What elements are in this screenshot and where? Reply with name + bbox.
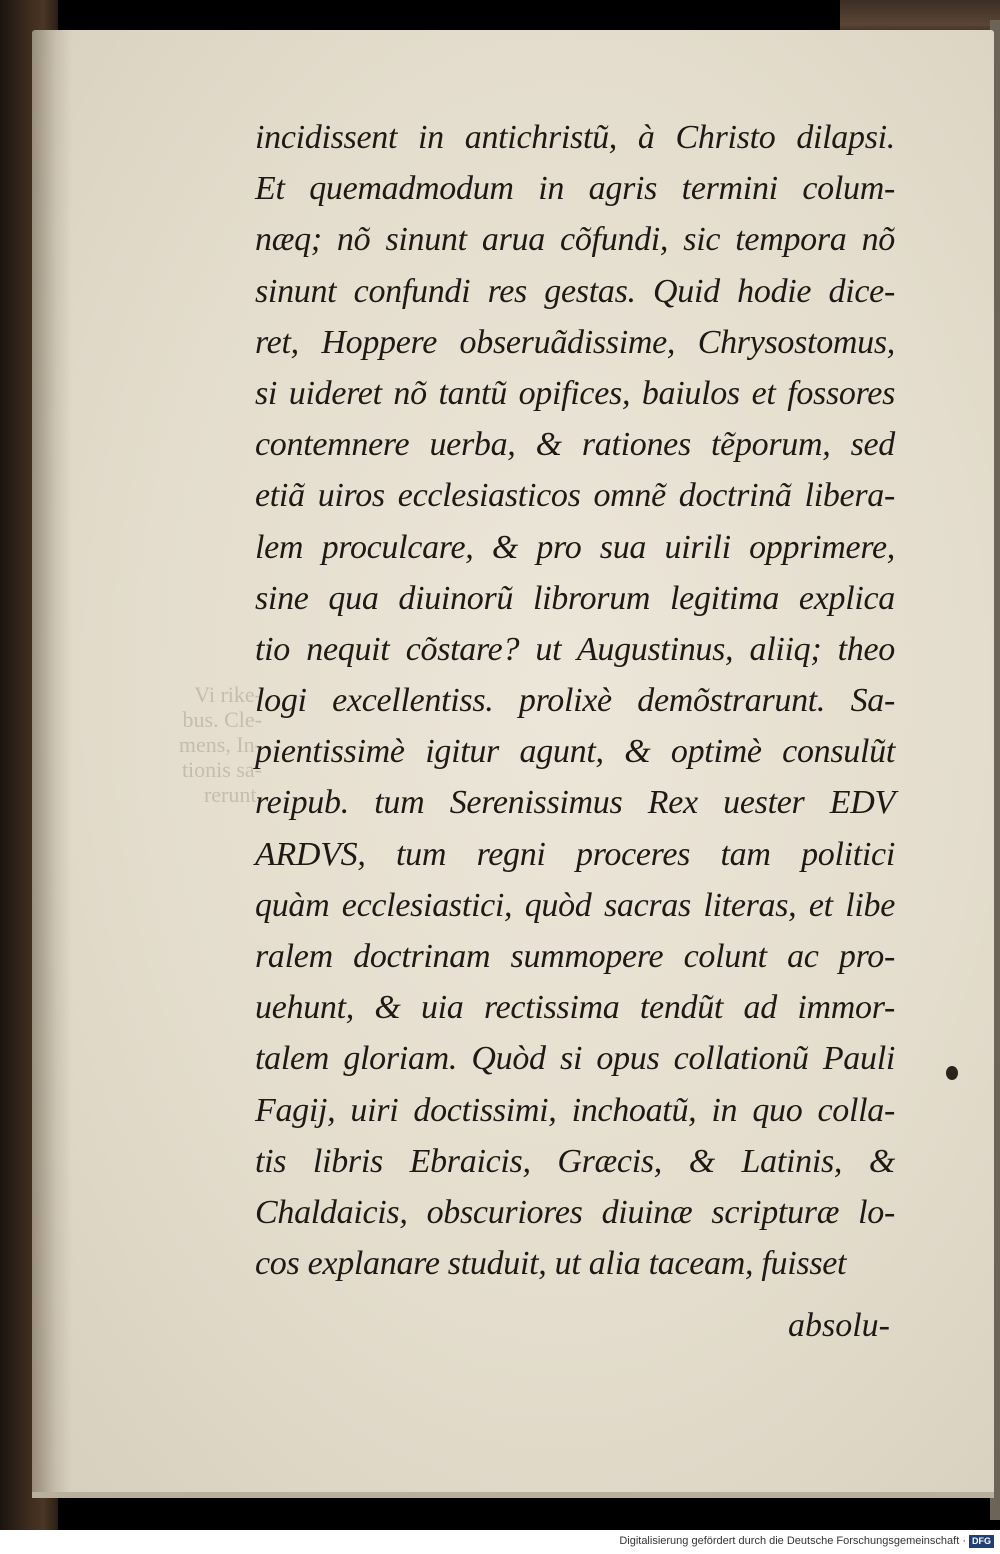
bleed-through-line: mens, In- xyxy=(178,732,262,757)
text-line: incidissent in antichristũ, à Christo dilapsi. xyxy=(255,119,895,156)
bleed-through-line: tionis sa- xyxy=(181,757,262,782)
text-line: Fagij, uiri doctissimi, inchoatũ, in quo colla- xyxy=(255,1091,895,1129)
bleed-through-line: Vi rike- xyxy=(194,682,262,707)
text-line: reipub. tum Serenissimus Rex uester EDV xyxy=(255,784,895,822)
digitization-credit: Digitalisierung gefördert durch die Deutsche Forschungsgemeinschaft · xyxy=(619,1535,966,1547)
text-line: quàm ecclesiastici, quòd sacras literas, et libe xyxy=(255,886,895,924)
text-line: ralem doctrinam summopere colunt ac pro- xyxy=(255,938,895,975)
bleed-through-line: bus. Cle- xyxy=(182,707,262,732)
text-line: sine qua diuinorũ librorum legitima explica xyxy=(255,579,895,617)
page-gutter-shadow xyxy=(32,30,72,1496)
page-edge-bottom xyxy=(32,1492,994,1498)
text-line: Chaldaicis, obscuriores diuinæ scripturæ lo- xyxy=(255,1193,895,1231)
text-line: næq; nõ sinunt arua cõfundi, sic tempora nõ xyxy=(255,221,895,259)
dfg-logo-icon: DFG xyxy=(969,1535,994,1548)
text-line: etiã uiros ecclesiasticos omnẽ doctrinã libera- xyxy=(255,477,895,515)
catchword: absolu- xyxy=(788,1307,890,1344)
text-line: tis libris Ebraicis, Græcis, & Latinis, & xyxy=(255,1142,895,1180)
text-line: Et quemadmodum in agris termini colum- xyxy=(255,170,895,208)
text-line: logi excellentiss. prolixè demõstrarunt. Sa- xyxy=(255,682,895,720)
text-line: uehunt, & uia rectissima tendũt ad immor- xyxy=(255,989,895,1027)
text-line: sinunt confundi res gestas. Quid hodie dice- xyxy=(255,272,895,310)
text-line: talem gloriam. Quòd si opus collationũ Pauli xyxy=(255,1040,895,1078)
text-line: pientissimè igitur agunt, & optimè consulũt xyxy=(255,733,895,771)
text-line: cos explanare studuit, ut alia taceam, fuisset xyxy=(255,1245,847,1283)
latin-text-body xyxy=(255,112,895,1289)
text-line: contemnere uerba, & rationes tẽporum, sed xyxy=(255,426,895,464)
bleed-through-line: rerunt. xyxy=(203,782,262,807)
text-line: ret, Hoppere obseruãdissime, Chrysostomus, xyxy=(255,323,895,361)
text-line: ARDVS, tum regni proceres tam politici xyxy=(255,835,895,873)
text-line: si uideret nõ tantũ opifices, baiulos et fossores xyxy=(255,374,895,412)
bleed-through-text xyxy=(112,682,262,807)
ink-speck xyxy=(946,1066,958,1080)
text-line: tio nequit cõstare? ut Augustinus, aliiq; theo xyxy=(255,630,895,668)
text-line: lem proculcare, & pro sua uirili opprimere, xyxy=(255,528,895,566)
